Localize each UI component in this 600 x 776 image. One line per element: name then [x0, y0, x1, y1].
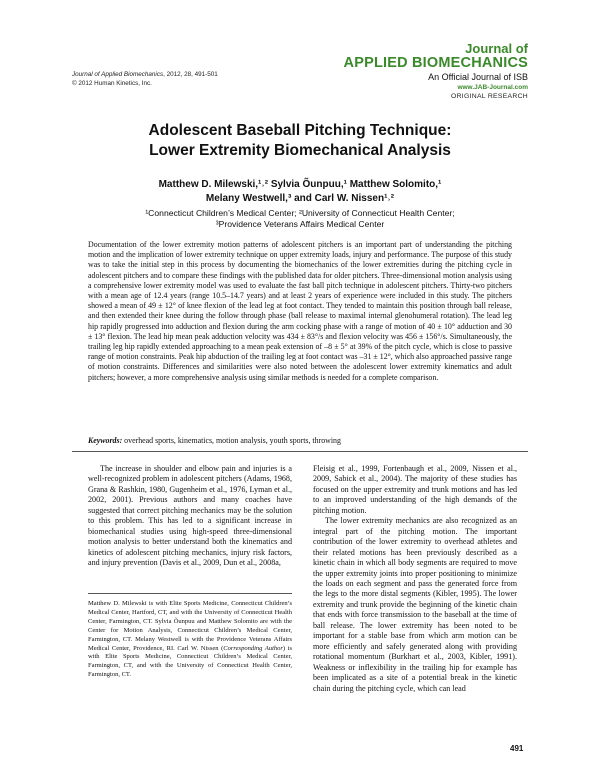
footnote-text-part2: ) is with Elite Sports Medicine, Connecticut Children’s Medical Center, Farmington, CT, and with the University of Connecticut Health Center, Farmington, CT. — [88, 644, 293, 679]
article-title — [0, 121, 600, 161]
body-paragraph: The lower extremity mechanics are also recognized as an integral part of the pitching motion. The important contribution of the lower extremity to overhead athletes and their related motions has been previously described as a kinetic chain in which all body segments are required to move the upper extremity joints into proper positioning to minimize the loads on each segment and pass the generated force from the legs to the more distal segments (Kibler, 1995). The lower extremity and trunk provide the beginning of the kinetic chain that ends with force transmission to the baseball at the time of ball release. The lower extremity has been noted to be important for a stable base from which arm motion can be more efficiently and safely generated along with providing rotational momentum (Burkhart et al., 2003, Kibler, 1991). Weakness or inflexibility in the trailing hip for example has been implicated as a site of a potential break in the kinetic chain during the pitching cycle, which can lead — [313, 516, 517, 693]
citation-journal-name: Journal of Applied Biomechanics — [72, 71, 164, 78]
author-list-line1: Matthew D. Milewski,¹˒² Sylvia Õunpuu,¹ Matthew Solomito,¹ — [158, 179, 442, 190]
author-list-line2: Melany Westwell,³ and Carl W. Nissen¹˒² — [205, 193, 395, 204]
keywords-list: overhead sports, kinematics, motion analysis, youth sports, throwing — [122, 436, 341, 445]
article-title-line2: Lower Extremity Biomechanical Analysis — [149, 142, 451, 159]
article-section-label: ORIGINAL RESEARCH — [451, 93, 528, 100]
citation-volume-pages: , 2012, 28, 491-501 — [163, 71, 218, 78]
section-divider — [72, 451, 528, 452]
affiliation-line2: ³Providence Veterans Affairs Medical Center — [215, 219, 385, 229]
journal-citation — [72, 70, 218, 88]
author-list — [0, 178, 600, 206]
abstract-text: Documentation of the lower extremity motion patterns of adolescent pitchers is an important part of understanding the pitching motion and the implication of lower extremity technique on upper extremity loads, injury and performance. The purpose of this study was to take the initial step in this process by documenting the biomechanics of the lower extremities during the pitching cycle in adolescent pitchers and to compare these findings with the published data for older pitchers. Three-dimensional motion analysis using a comprehensive lower extremity model was used to evaluate the fast ball pitch technique in adolescent pitchers. Thirty-two pitchers with a mean age of 12.4 years (range 10.5–14.7 years) and at least 2 years of experience were included in this study. The pitchers showed a mean of 49 ± 12° of knee flexion of the lead leg at foot contact. They tended to maintain this position through ball release, and then extended their knee during the follow through phase (ball release to maximal internal glenohumeral rotation). The lead leg hip rapidly progressed into adduction and flexion during the arm cocking phase with a range of motion of 40 ± 10° adduction and 30 ± 13° flexion. The lead hip mean peak adduction velocity was 434 ± 83°/s and flexion velocity was 456 ± 156°/s. Simultaneously, the trailing leg hip rapidly extended approaching to a mean peak extension of –8 ± 5° at 39% of the pitch cycle, which is close to passive range of motion constraints. Peak hip abduction of the trailing leg at foot contact was –31 ± 12°, which also approached passive range of motion constraints. Differences and similarities were also noted between the adolescent lower extremity kinematics and adult pitchers; however, a more comprehensive analysis using similar methods is needed for a complete comparison. — [88, 240, 512, 382]
body-paragraph: Fleisig et al., 1999, Fortenbaugh et al., 2009, Nissen et al., 2009, Sabick et al., 2004). The majority of these studies has focused on the upper extremity and trunk motions and has led to an improved understanding of the high demands of the pitching motion. — [313, 464, 517, 515]
journal-website-link[interactable]: www.JAB-Journal.com — [457, 84, 528, 91]
footnote-text-part1: Matthew D. Milewski is with Elite Sports Medicine, Connecticut Children’s Medical Center, Hartford, CT, and with the University of Connecticut Health Center, Farmington, CT. Sylvia Õunpuu and Matthew Solomito are with the Center for Motion Analysis, Connecticut Children’s Medical Center, Farmington, CT. Melany Westwell is with the Providence Veterans Affairs Medical Center, Providence, RI. Carl W. Nissen ( — [88, 600, 292, 652]
author-footnote — [88, 600, 292, 680]
body-column-right — [313, 464, 517, 694]
footnote-corresponding-label: Corresponding Author — [223, 644, 283, 652]
body-column-left — [88, 464, 292, 569]
footnote-divider — [88, 593, 292, 594]
journal-logo-line1: Journal of — [465, 41, 528, 56]
body-paragraph: The increase in shoulder and elbow pain and injuries is a well-recognized problem in adolescent pitchers (Adams, 1968, Grana & Rashkin, 1980, Gugenheim et al., 1976, Lyman et al., 2002, 2001). Previous authors and many coaches have suggested that correct pitching mechanics may be the solution to this problem. This has led to a significant increase in biomechanical studies using high-speed three-dimensional motion analysis to better understand both the kinematics and kinetics of adolescent pitching mechanics, injury risk factors, and injury prevention (Davis et al., 2009, Dun et al., 2008a, — [88, 464, 292, 568]
journal-logo-line2: APPLIED BIOMECHANICS — [343, 55, 528, 71]
affiliation-line1: ¹Connecticut Children’s Medical Center; ²University of Connecticut Health Center; — [145, 208, 455, 218]
article-title-line1: Adolescent Baseball Pitching Technique: — [148, 122, 452, 139]
page-number: 491 — [510, 744, 524, 753]
keywords-line — [88, 436, 512, 446]
keywords-label: Keywords: — [88, 436, 123, 445]
affiliations — [0, 208, 600, 230]
journal-subtitle: An Official Journal of ISB — [428, 72, 528, 82]
copyright-line: © 2012 Human Kinetics, Inc. — [72, 80, 152, 87]
journal-logo-block — [344, 42, 528, 101]
